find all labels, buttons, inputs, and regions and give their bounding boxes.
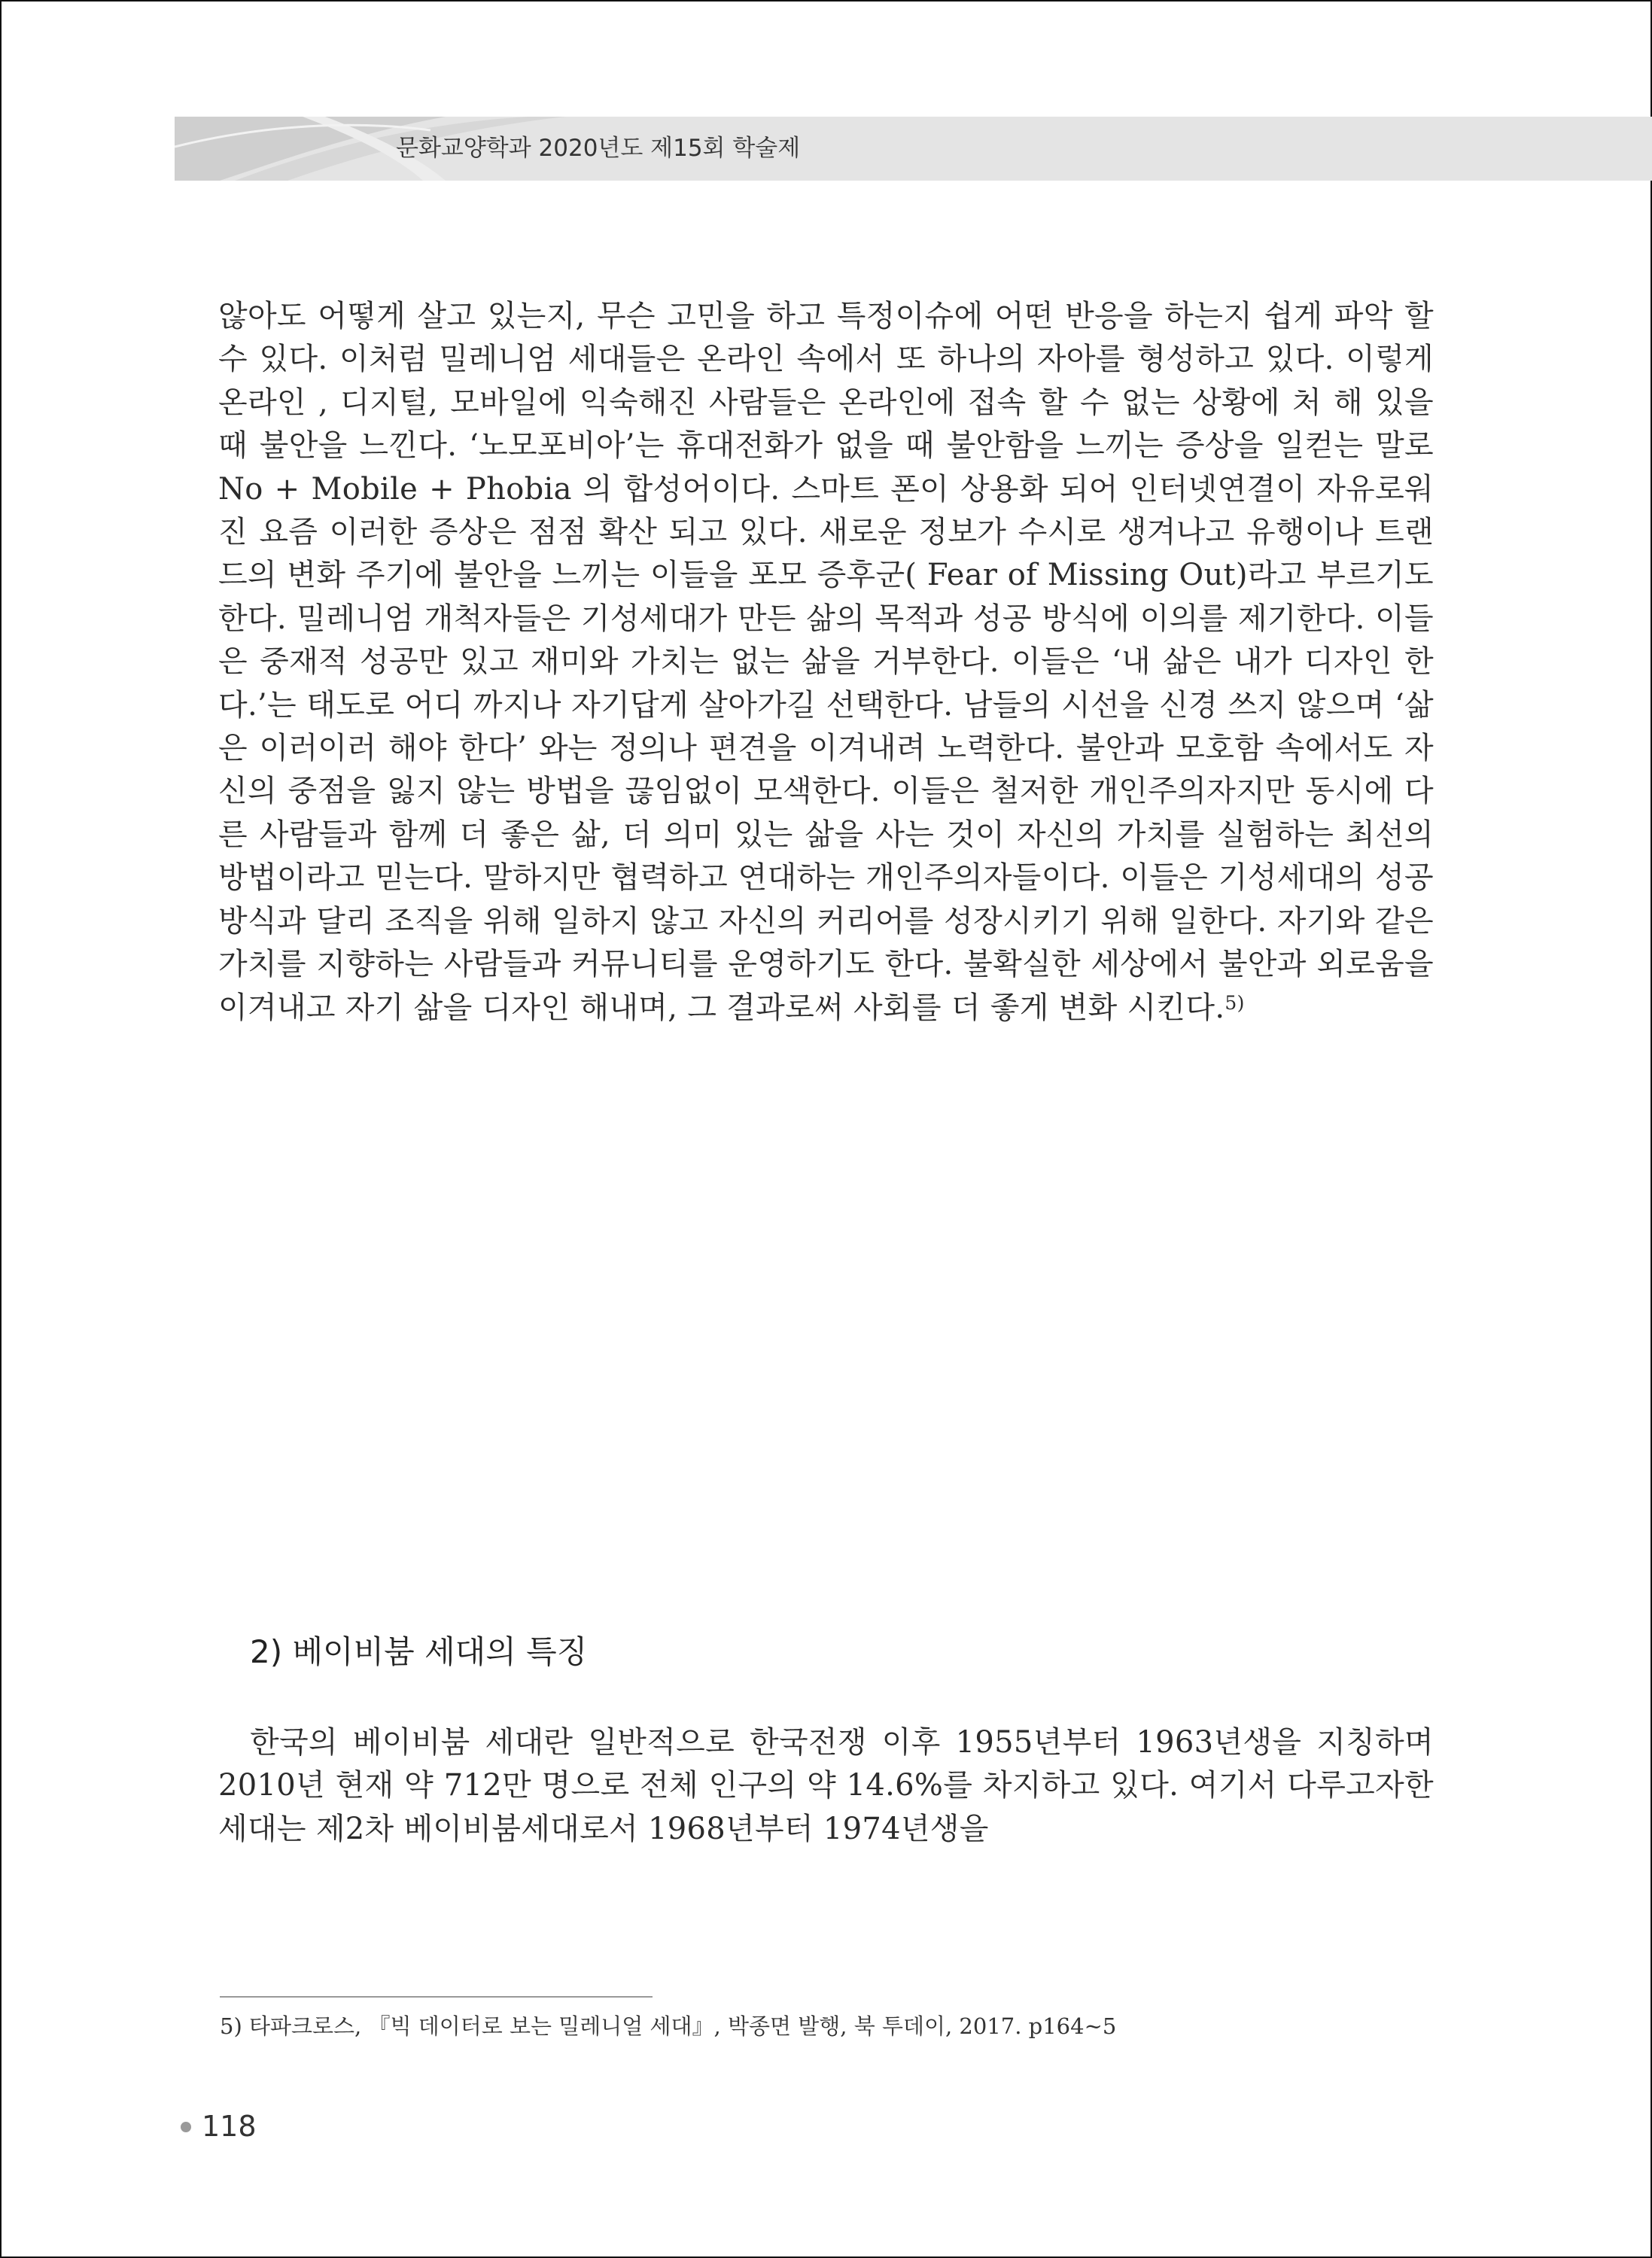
footnote-divider bbox=[220, 1996, 653, 1998]
body-paragraph-1-text: 않아도 어떻게 살고 있는지, 무슨 고민을 하고 특정이슈에 어떤 반응을 하는지 쉽게 파악 할 수 있다. 이처럼 밀레니엄 세대들은 온라인 속에서 또 하나의 자아를 형성하고 있다. 이렇게 온라인 , 디지털, 모바일에 익숙해진 사람들은 온라인에 접속 할 수 없는 상황에 처 해 있을 때 불안을 느낀다. ‘노모포비아’는 휴대전화가 없을 때 불안함을 느끼는 증상을 일컫는 말로 No + Mobile + Phobia 의 합성어이다. 스마트 폰이 상용화 되어 인터넷연결이 자유로워진 요즘 이러한 증상은 점점 확산 되고 있다. 새로운 정보가 수시로 생겨나고 유행이나 트랜드의 변화 주기에 불안을 느끼는 이들을 포모 증후군( Fear of Missing Out)라고 부르기도 한다. 밀레니엄 개척자들은 기성세대가 만든 삶의 목적과 성공 방식에 이의를 제기한다. 이들은 중재적 성공만 있고 재미와 가치는 없는 삶을 거부한다. 이들은 ‘내 삶은 내가 디자인 한다.’는 태도로 어디 까지나 자기답게 살아가길 선택한다. 남들의 시선을 신경 쓰지 않으며 ‘삶은 이러이러 해야 한다’ 와는 정의나 편견을 이겨내려 노력한다. 불안과 모호함 속에서도 자신의 중점을 잃지 않는 방법을 끊임없이 모색한다. 이들은 철저한 개인주의자지만 동시에 다른 사람들과 함께 더 좋은 삶, 더 의미 있는 삶을 사는 것이 자신의 가치를 실험하는 최선의 방법이라고 믿는다. 말하지만 협력하고 연대하는 개인주의자들이다. 이들은 기성세대의 성공방식과 달리 조직을 위해 일하지 않고 자신의 커리어를 성장시키기 위해 일한다. 자기와 같은 가치를 지향하는 사람들과 커뮤니티를 운영하기도 한다. 불확실한 세상에서 불안과 외로움을 이겨내고 자기 삶을 디자인 해내며, 그 결과로써 사회를 더 좋게 변화 시킨다. bbox=[218, 299, 1434, 1025]
page-number-bullet-icon bbox=[181, 2122, 191, 2132]
running-header-title: 문화교양학과 2020년도 제15회 학술제 bbox=[396, 135, 801, 162]
page-number-value: 118 bbox=[202, 2110, 257, 2143]
body-paragraph-1 bbox=[218, 295, 1434, 1030]
section-heading: 2) 베이비붐 세대의 특징 bbox=[250, 1633, 588, 1670]
page-number bbox=[181, 2107, 257, 2145]
footnote-reference[interactable]: 5) bbox=[1225, 991, 1245, 1014]
footnote: 5) 타파크로스, 『빅 데이터로 보는 밀레니얼 세대』, 박종면 발행, 북 투데이, 2017. p164~5 bbox=[220, 2013, 1117, 2039]
body-paragraph-2: 한국의 베이비붐 세대란 일반적으로 한국전쟁 이후 1955년부터 1963년생을 지칭하며 2010년 현재 약 712만 명으로 전체 인구의 약 14.6%를 차지하고 있다. 여기서 다루고자한 세대는 제2차 베이비붐세대로서 1968년부터 1974년생을 bbox=[218, 1725, 1434, 1846]
